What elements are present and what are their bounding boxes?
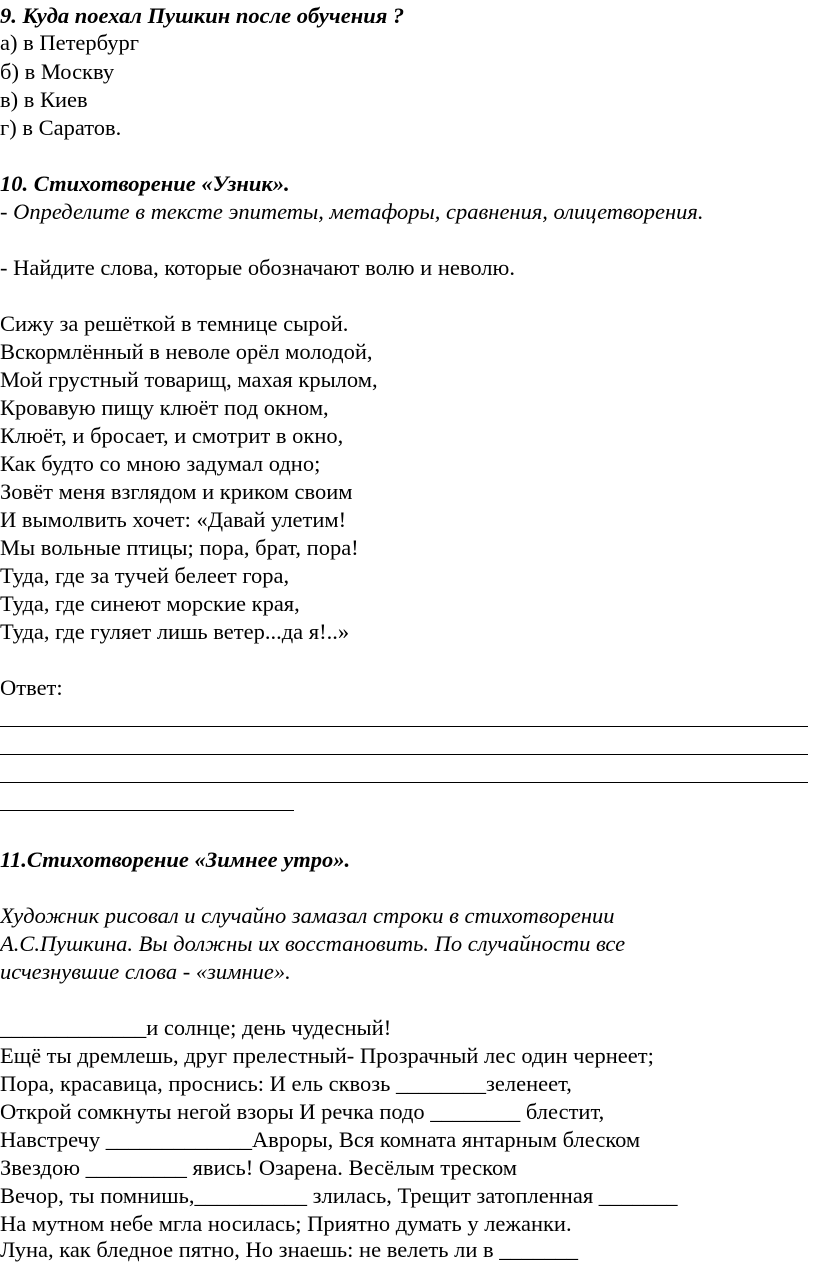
- q10-poem-line: Туда, где синеют морские края,: [0, 591, 300, 616]
- q11-poem-line: На мутном небе мгла носилась; Приятно думать у лежанки.: [0, 1211, 572, 1236]
- q9-option-d: г) в Саратов.: [0, 115, 122, 140]
- answer-line: [0, 810, 294, 811]
- q10-poem-line: Туда, где за тучей белеет гора,: [0, 563, 290, 588]
- q11-poem-line: _____________и солнце; день чудесный!: [0, 1015, 392, 1040]
- q10-title: 10. Стихотворение «Узник».: [0, 171, 290, 196]
- q10-poem-line: Кровавую пищу клюёт под окном,: [0, 395, 329, 420]
- q10-poem-line: Как будто со мною задумал одно;: [0, 451, 321, 476]
- q10-poem-line: Туда, где гуляет лишь ветер...да я!..»: [0, 619, 350, 644]
- q10-task-figures: - Определите в тексте эпитеты, метафоры, сравнения, олицетворения.: [0, 199, 704, 224]
- q11-poem-line: Звездою _________ явись! Озарена. Весёлым треском: [0, 1155, 518, 1180]
- q11-instruction-line: А.С.Пушкина. Вы должны их восстановить. По случайности все: [0, 931, 626, 956]
- q10-poem-line: Сижу за решёткой в темнице сырой.: [0, 311, 349, 336]
- q10-poem-line: Клюёт, и бросает, и смотрит в окно,: [0, 423, 344, 448]
- q11-poem-line: Вечор, ты помнишь,__________ злилась, Трещит затопленная _______: [0, 1183, 678, 1208]
- answer-line: [0, 726, 808, 727]
- q10-poem-line: Мой грустный товарищ, махая крылом,: [0, 367, 378, 392]
- q9-option-b: б) в Москву: [0, 59, 115, 84]
- q11-poem-line: Навстречу _____________Авроры, Вся комната янтарным блеском: [0, 1127, 641, 1152]
- q10-answer-label: Ответ:: [0, 675, 63, 700]
- q10-poem-line: И вымолвить хочет: «Давай улетим!: [0, 507, 347, 532]
- q9-title: 9. Куда поехал Пушкин после обучения ?: [0, 3, 405, 28]
- q9-option-c: в) в Киев: [0, 87, 88, 112]
- q11-title: 11.Стихотворение «Зимнее утро».: [0, 847, 351, 872]
- q11-poem-line: Ещё ты дремлешь, друг прелестный- Прозрачный лес один чернеет;: [0, 1043, 654, 1068]
- answer-line: [0, 782, 808, 783]
- q10-task-words: - Найдите слова, которые обозначают волю и неволю.: [0, 255, 515, 280]
- q10-poem-line: Зовёт меня взглядом и криком своим: [0, 479, 353, 504]
- answer-line: [0, 754, 808, 755]
- q11-poem-line: Открой сомкнуты негой взоры И речка подо ________ блестит,: [0, 1099, 605, 1124]
- q11-instruction-line: Художник рисовал и случайно замазал строки в стихотворении: [0, 903, 615, 928]
- q9-option-a: а) в Петербург: [0, 30, 139, 55]
- q10-poem-line: Вскормлённый в неволе орёл молодой,: [0, 339, 373, 364]
- q11-instruction-line: исчезнувшие слова - «зимние».: [0, 959, 291, 984]
- q11-poem-line: Пора, красавица, проснись: И ель сквозь ________зеленеет,: [0, 1071, 572, 1096]
- q10-poem-line: Мы вольные птицы; пора, брат, пора!: [0, 535, 359, 560]
- q11-poem-line: Луна, как бледное пятно, Но знаешь: не велеть ли в _______: [0, 1237, 579, 1262]
